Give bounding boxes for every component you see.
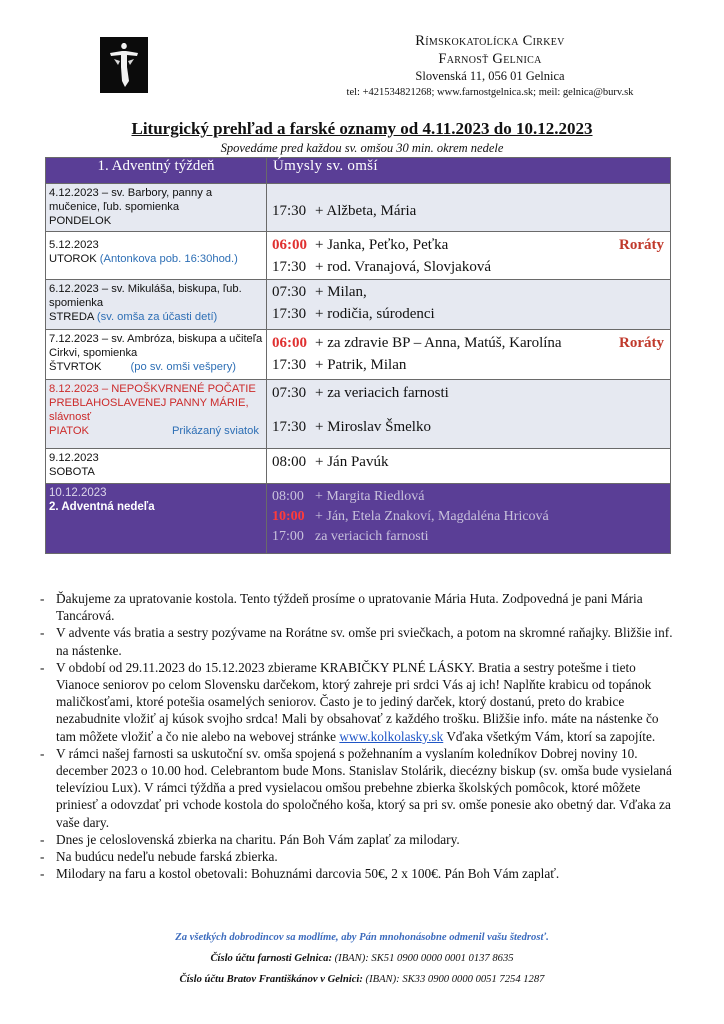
schedule-header-row [46, 158, 671, 184]
announcement-text: Milodary na faru a kostol obetovali: Bohuznámi darcovia 50€, 2 x 100€. Pán Boh Vám zaplať. [56, 866, 560, 882]
day-cell [46, 330, 267, 380]
mass-intention: + Margita Riedlová [315, 489, 425, 504]
weekday: UTOROK [49, 253, 97, 265]
schedule-row [46, 184, 671, 232]
weekday: ŠTVRTOK [49, 361, 102, 373]
mass-time: 06:00 [272, 335, 307, 351]
mass-intention: + Milan, [315, 284, 367, 300]
day-text: 8.12.2023 – NEPOŠKVRNENÉ POČATIE PREBLAHOSLAVENEJ PANNY MÁRIE, slávnosť [49, 383, 256, 423]
mass-cell [267, 380, 671, 449]
day-text: 7.12.2023 – sv. Ambróza, biskupa a učiteľa Cirkvi, spomienka [49, 333, 263, 359]
account-number: (IBAN): SK33 0900 0000 0051 7254 1287 [365, 974, 545, 985]
announcement-text: Dnes je celoslovenská zbierka na charitu. Pán Boh Vám zaplať za milodary. [56, 831, 460, 847]
day-cell [46, 484, 267, 554]
day-cell [46, 280, 267, 330]
parish-name: Farnosť Gelnica [438, 51, 542, 67]
parish-contact: tel: +421534821268; www.farnostgelnica.sk; meil: gelnica@burv.sk [346, 87, 634, 98]
page-subtitle: Spovedáme pred každou sv. omšou 30 min. okrem nedele [220, 141, 504, 155]
mass-intention: + Patrik, Milan [315, 357, 407, 373]
mass-line [267, 281, 670, 303]
weekday: STREDA [49, 311, 94, 323]
mass-line [267, 416, 670, 438]
mass-line [267, 234, 670, 256]
mass-cell [267, 330, 671, 380]
day-text: 4.12.2023 – sv. Barbory, panny a mučenice, ľub. spomienka [49, 187, 213, 213]
day-text: 9.12.2023 [49, 452, 99, 464]
parish-header [300, 32, 680, 101]
list-item: - Dnes je celoslovenská zbierka na charitu. Pán Boh Vám zaplať za milodary. [40, 831, 460, 847]
mass-time: 17:30 [272, 419, 307, 435]
mass-cell [267, 232, 671, 280]
mass-time: 06:00 [272, 237, 307, 253]
church-name: Rímskokatolícka Cirkev [415, 33, 565, 49]
day-cell [46, 449, 267, 484]
mass-intention: + Janka, Peťko, Peťka [315, 237, 449, 253]
prayer-note: Za všetkých dobrodincov sa modlíme, aby Pán mnohonásobne odmenil vašu štedrosť. [175, 932, 549, 943]
day-cell [46, 380, 267, 449]
mass-intention: + za veriacich farnosti [315, 385, 449, 401]
schedule-row [46, 232, 671, 280]
mass-intention: + Ján Pavúk [315, 454, 389, 470]
announcement-text: V období od 29.11.2023 do 15.12.2023 zbierame KRABIČKY PLNÉ LÁSKY. Bratia a sestry potešme i tieto Vianoce seniorov po celom Slovensku darčekom, ktorý zahreje pri srdci Vás aj ich! Naplňte krabicu od topánok maličkosťami, ktoré potešia osamelých seniorov. Často je to jediný darček, ktorý dostanú, preto do krabice nezabudnite vložiť aj kúsok svojho srdca! Mali by obsahovať z každého trošku. Bližšie info. máte na nástenke čo tam môžete vložiť a čo nie alebo na webovej stránke [56, 659, 659, 744]
mass-time: 07:30 [272, 284, 307, 300]
announcement-text: Ďakujeme za upratovanie kostola. Tento týždeň prosíme o upratovanie Mária Huta. Zodpovedná je pani Mária Tancárová. [56, 591, 643, 624]
weekday: SOBOTA [49, 466, 95, 478]
announcement-text: Vďaka všetkým Vám, ktorí sa zapojíte. [443, 728, 656, 744]
parish-address: Slovenská 11, 056 01 Gelnica [415, 69, 565, 83]
mass-line [267, 332, 670, 354]
weekday: PIATOK [49, 425, 89, 437]
mass-line [267, 527, 670, 547]
mass-time: 08:00 [272, 454, 307, 470]
weekday: PONDELOK [49, 215, 112, 227]
mass-intention: + za zdravie BP – Anna, Matúš, Karolína [315, 335, 562, 351]
announcements-list [40, 590, 680, 882]
account-number: (IBAN): SK51 0900 0000 0001 0137 8635 [334, 953, 514, 964]
schedule-row [46, 380, 671, 449]
website-link[interactable]: www.kolkolasky.sk [339, 728, 444, 744]
mass-time: 10:00 [272, 509, 305, 524]
day-text: 6.12.2023 – sv. Mikuláša, biskupa, ľub. spomienka [49, 283, 242, 309]
day-note: (po sv. omši vešpery) [130, 361, 237, 373]
mass-line [267, 507, 670, 527]
day-text: 10.12.2023 [49, 487, 107, 499]
mass-time: 17:30 [272, 202, 307, 219]
list-item: - V advente vás bratia a sestry pozývame na Rorátne sv. omše pri sviečkach, a potom na skromné raňajky. Bližšie inf. na nástenke. [40, 625, 673, 658]
mass-intention: + Alžbeta, Mária [315, 202, 417, 219]
mass-intention: za veriacich farnosti [315, 529, 429, 544]
mass-line [267, 256, 670, 278]
week-header: 1. Adventný týždeň [46, 158, 267, 184]
mass-intention: + Ján, Etela Znakoví, Magdaléna Hricová [315, 509, 549, 524]
page-title: Liturgický prehľad a farské oznamy od 4.11.2023 do 10.12.2023 [131, 119, 593, 138]
mass-cell [267, 184, 671, 232]
day-note: Prikázaný sviatok [171, 425, 259, 437]
account-label: Číslo účtu Bratov Františkánov v Gelnici: [179, 974, 363, 985]
announcement-text: V rámci našej farnosti sa uskutoční sv. omša spojená s požehnaním a vyslaním koledníkov Dobrej noviny 10. december 2023 o 10.00 hod. Celebrantom bude Mons. Stanislav Stolárik, diecézny biskup (sv. omša bude vysielaná televíziou Lux). V rámci týždňa a pred vysielacou omšou prebehne zbierka školských pomôcok, ktoré môžete priniesť a odovzdať pri vchode kostola do spoločného koša, ktorý sa pri sv. omše ponesie ako obetný dar. Vďaka za vaše dary. [56, 745, 672, 830]
mass-schedule-table [45, 157, 671, 554]
mass-time: 07:30 [272, 385, 307, 401]
day-note: (Antonkova pob. 16:30hod.) [99, 253, 238, 265]
rorate-tag: Roráty [619, 335, 664, 351]
mass-time: 08:00 [272, 489, 304, 504]
intentions-header: Úmysly sv. omší [267, 158, 671, 184]
account-franciscans [40, 974, 684, 985]
list-item: - V rámci našej farnosti sa uskutoční sv. omša spojená s požehnaním a vyslaním koledníkov Dobrej noviny 10. december 2023 o 10.00 hod. Celebrantom bude Mons. Stanislav Stolárik, diecézny biskup (sv. omša bude vysielaná televíziou Lux). V rámci týždňa a pred vysielacou omšou prebehne zbierka školských pomôcok, ktoré môžete priniesť a odovzdať pri vchode kostola do spoločného koša, ktorý sa pri sv. omše ponesie ako obetný dar. Vďaka za vaše dary. [40, 745, 672, 830]
schedule-row [46, 449, 671, 484]
announcement-text: V advente vás bratia a sestry pozývame na Rorátne sv. omše pri sviečkach, a potom na skromné raňajky. Bližšie inf. na nástenke. [56, 625, 673, 658]
schedule-row [46, 330, 671, 380]
mass-cell [267, 484, 671, 554]
mass-intention: + Miroslav Šmelko [315, 419, 431, 435]
list-item: - Milodary na faru a kostol obetovali: Bohuznámi darcovia 50€, 2 x 100€. Pán Boh Vám zaplať. [40, 866, 560, 882]
day-note: (sv. omša za účasti detí) [96, 311, 218, 323]
mass-cell [267, 280, 671, 330]
day-cell [46, 184, 267, 232]
mass-line [267, 487, 670, 507]
mass-time: 17:30 [272, 357, 307, 373]
mass-intention: + rodičia, súrodenci [315, 306, 435, 322]
announcement-text: Na budúcu nedeľu nebude farská zbierka. [56, 849, 278, 865]
weekday: 2. Adventná nedeľa [49, 501, 155, 513]
list-item: - V období od 29.11.2023 do 15.12.2023 zbierame KRABIČKY PLNÉ LÁSKY. Bratia a sestry potešme i tieto Vianoce seniorov po celom Slovensku darčekom, ktorý zahreje pri srdci Vás aj ich! Naplňte krabicu od topánok maličkosťami, ktoré potešia osamelých seniorov. Často je to jediný darček, ktorý dostanú, preto do krabice nezabudnite vložiť aj kúsok svojho srdca! Mali by obsahovať z každého trošku. Bližšie info. máte na nástenke čo tam môžete vložiť a čo nie alebo na webovej stránke www.kolkolasky.sk Vďaka všetkým Vám, ktorí sa zapojíte. [40, 659, 659, 744]
schedule-row [46, 280, 671, 330]
day-cell [46, 232, 267, 280]
mass-time: 17:30 [272, 306, 307, 322]
mass-line [267, 303, 670, 325]
mass-time: 17:00 [272, 529, 304, 544]
mass-line [267, 382, 670, 404]
day-text: 5.12.2023 [49, 239, 99, 251]
account-label: Číslo účtu farnosti Gelnica: [210, 953, 332, 964]
mass-time: 17:30 [272, 259, 307, 275]
list-item: - Ďakujeme za upratovanie kostola. Tento týždeň prosíme o upratovanie Mária Huta. Zodpovedná je pani Mária Tancárová. [40, 591, 643, 624]
mass-cell [267, 449, 671, 484]
schedule-row-sunday [46, 484, 671, 554]
mass-intention: + rod. Vranajová, Slovjaková [315, 259, 491, 275]
mass-line [267, 194, 670, 222]
list-item: - Na budúcu nedeľu nebude farská zbierka. [40, 849, 278, 865]
mass-line [267, 451, 670, 473]
account-parish [40, 953, 684, 964]
mass-line [267, 354, 670, 376]
crucifix-icon [100, 37, 148, 93]
rorate-tag: Roráty [619, 237, 664, 253]
